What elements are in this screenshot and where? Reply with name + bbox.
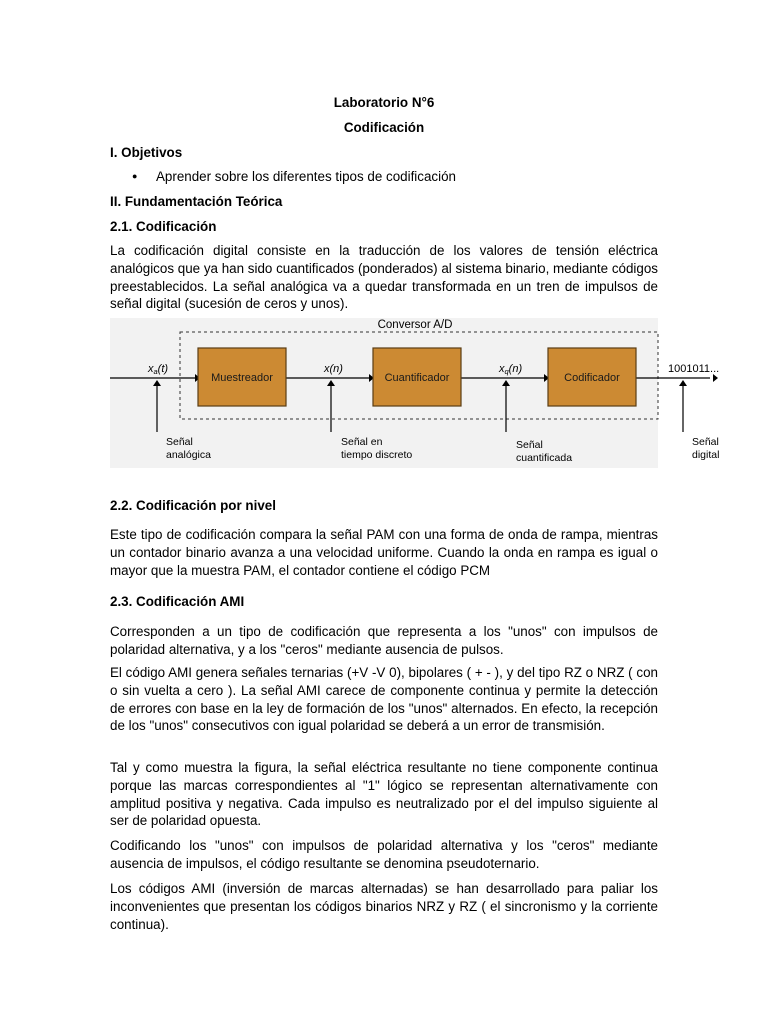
converter-title: Conversor A/D [377, 319, 453, 331]
arrow-output-icon [713, 374, 718, 382]
section-2-3-heading: 2.3. Codificación AMI [110, 594, 245, 609]
section-objectives-heading: I. Objetivos [110, 145, 183, 160]
discrete-label-line2: tiempo discreto [341, 449, 413, 461]
ad-converter-diagram [110, 318, 720, 468]
digital-label-line2: digital [692, 449, 720, 461]
block-cuantificador-label: Cuantificador [384, 372, 450, 384]
signal-input-label: xa(t) [148, 363, 169, 376]
analog-label-line2: analógica [166, 449, 211, 461]
digital-pointer-icon [679, 380, 687, 386]
section-2-3-paragraph-3: Tal y como muestra la figura, la señal eléctrica resultante no tiene componente continua porque las marcas correspondientes al "1" lógico se representan alternativamente con amplitud positiva y negativa. Cada impulso es neutralizado por el del impulso siguiente al ser de polaridad opuesta. [110, 760, 658, 829]
objective-text: Aprender sobre los diferentes tipos de codificación [156, 169, 456, 184]
quantized-label-line1: Señal [516, 439, 543, 451]
section-theory-heading: II. Fundamentación Teórica [110, 194, 283, 209]
discrete-label-line1: Señal en [341, 436, 383, 448]
lab-title: Laboratorio N°6 [333, 95, 435, 110]
section-2-3-paragraph-1: Corresponden a un tipo de codificación que representa a los "unos" con impulsos de polaridad alternativa, y a los "ceros" mediante ausencia de pulsos. [110, 624, 658, 657]
digital-label-line1: Señal [692, 436, 719, 448]
lab-subtitle: Codificación [343, 120, 425, 135]
block-codificador-label: Codificador [564, 372, 620, 384]
section-2-1-paragraph: La codificación digital consiste en la traducción de los valores de tensión eléctrica analógicos que ya han sido cuantificados (ponderados) al sistema binario, mediante códigos preestablecidos. La señal analógica va a quedar transformada en un tren de impulsos de señal digital (sucesión de ceros y unos). [110, 243, 658, 312]
quantized-label-line2: cuantificada [516, 452, 573, 464]
signal-quantized-label: xq(n) [499, 363, 523, 376]
section-2-1-heading: 2.1. Codificación [110, 219, 217, 234]
analog-label-line1: Señal [166, 436, 193, 448]
section-2-2-heading: 2.2. Codificación por nivel [110, 498, 276, 513]
section-2-3-paragraph-2: El código AMI genera señales ternarias (+V -V 0), bipolares ( + - ), y del tipo RZ o NRZ ( con o sin vuelta a cero ). La señal AMI carece de componente continua y permite la detección de errores con base en la ley de formación de los "unos" alternados. En efecto, la recepción de los "unos" consecutivos con igual polaridad se deberá a un error de transmisión. [110, 665, 658, 734]
signal-output-label: 1001011... [668, 363, 720, 375]
block-muestreador-label: Muestreador [211, 372, 273, 384]
section-2-2-paragraph: Este tipo de codificación compara la señal PAM con una forma de onda de rampa, mientras un contador binario avanza a una velocidad uniforme. Cuando la onda en rampa es igual o mayor que la muestra PAM, el contador contiene el código PCM [110, 527, 658, 578]
signal-discrete-label: x(n) [324, 363, 343, 375]
bullet-marker: ● [132, 171, 138, 181]
section-2-3-paragraph-5: Los códigos AMI (inversión de marcas alternadas) se han desarrollado para paliar los inconvenientes que presentan los códigos binarios NRZ y RZ ( el sincronismo y la corriente continua). [110, 881, 658, 932]
section-2-3-paragraph-4: Codificando los "unos" con impulsos de polaridad alternativa y los "ceros" mediante ausencia de impulsos, el código resultante se denomina pseudoternario. [110, 838, 658, 871]
